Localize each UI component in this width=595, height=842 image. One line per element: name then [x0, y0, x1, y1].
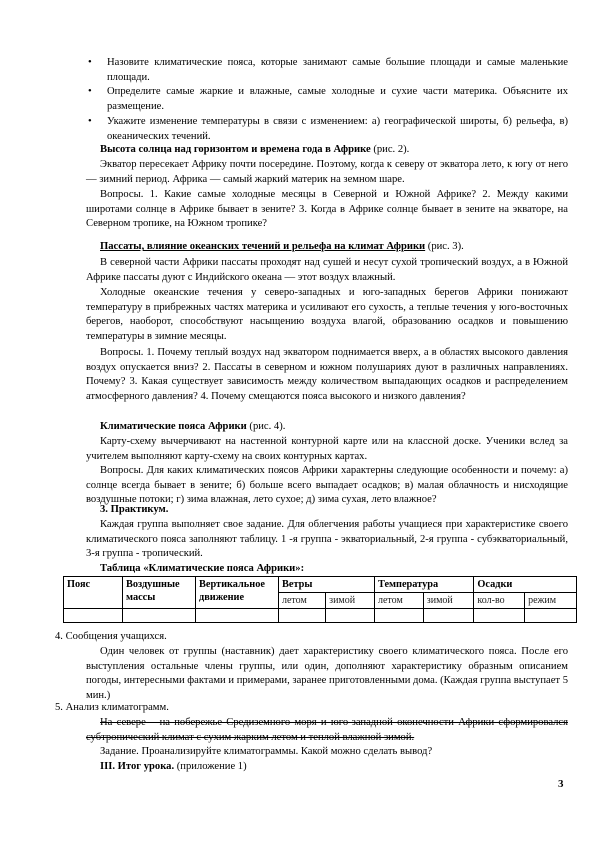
- table-subheader-cell: режим: [525, 593, 577, 609]
- paragraph-student-reports: Один человек от группы (наставник) дает характеристику своего климатического пояса. После его выступления остальные члены группы, или один, дополняют характеристику образным описанием погоды, интересными фактами и примерами, заранее приготовленными дома. (Каждая группа выступает 5 мин.): [86, 646, 568, 701]
- bullet-item: Укажите изменение температуры в связи с изменением: а) географической широты, б) рельефа, в) океанических течений.: [107, 116, 568, 142]
- table-cell: [474, 609, 525, 623]
- paragraph-winds-2: Холодные океанские течения у северо-западных и юго-западных берегов Африки понижают температуру в прибрежных частях материка и усиливают его сухость, а теплые течения у юго-восточных берегов, наоборот, способствуют насыщению воздуха влагой, образованию осадков и повышению температуры в зимние месяцы.: [86, 287, 568, 342]
- table-header-cell: Ветры: [279, 577, 375, 593]
- paragraph-winds-1: В северной части Африки пассаты проходят над сушей и несут сухой тропический воздух, а в Южной Африке пассаты дуют с Индийского океана — этот воздух влажный.: [86, 257, 568, 283]
- bullet-marker: •: [88, 116, 92, 127]
- numbered-item-4: 4. Сообщения учащихся.: [55, 631, 167, 642]
- table-caption: Таблица «Климатические пояса Африки»:: [100, 563, 305, 574]
- numbered-item-5: 5. Анализ климатограмм.: [55, 702, 169, 713]
- bullet-item: Назовите климатические пояса, которые занимают самые большие площади и самые маленькие площади.: [107, 57, 568, 83]
- table-subheader-cell: зимой: [423, 593, 474, 609]
- paragraph-climatogram-task: Задание. Проанализируйте климатограммы. Какой можно сделать вывод?: [100, 746, 433, 757]
- paragraph-struck-text: На севере – на побережье Средиземного моря и юго-западной оконечности Африки сформировался субтропический климат с сухим жарким летом и теплой влажной зимой.: [86, 717, 568, 743]
- table-subheader-cell: кол-во: [474, 593, 525, 609]
- bullet-marker: •: [88, 57, 92, 68]
- paragraph-winds-questions: Вопросы. 1. Почему теплый воздух над экватором поднимается вверх, а в областях высокого давления воздух опускается вниз? 2. Пассаты в северном и южном полушариях дуют в различных направлениях. Почему? 3. Какая существует зависимость между количеством выпадающих осадков и распределением атмосферного давления? 4. Почему смещаются пояса высокого и низкого давления?: [86, 347, 568, 402]
- table-subheader-cell: зимой: [326, 593, 375, 609]
- paragraph-sun-questions: Вопросы. 1. Какие самые холодные месяцы в Северной и Южной Африке? 2. Между какими широтами солнце в Африке бывает в зените? 3. Когда в Африке солнце бывает в зените на экваторе, на Северном тропике, на Южном тропике?: [86, 189, 568, 229]
- section-heading-practicum: 3. Практикум.: [100, 504, 169, 515]
- section-heading-zones: Климатические пояса Африки (рис. 4).: [100, 421, 286, 432]
- table-cell: [64, 609, 123, 623]
- table-header-cell: Вертикальное движение: [196, 577, 279, 609]
- paragraph-zones-map: Карту-схему вычерчивают на настенной контурной карте или на классной доске. Ученики вслед за учителем выполняют карту-схему на своих контурных картах.: [86, 436, 568, 462]
- table-cell: [374, 609, 423, 623]
- table-cell: [326, 609, 375, 623]
- paragraph-practicum: Каждая группа выполняет свое задание. Для облегчения работы учащиеся при характеристике своего климатического пояса заполняют таблицу. 1 -я группа - экваториальный, 2-я группа - субэкваториальный, 3-я группа - тропический.: [86, 519, 568, 559]
- table-cell: [525, 609, 577, 623]
- climate-table: [63, 576, 577, 623]
- paragraph-zones-questions: Вопросы. Для каких климатических поясов Африки характерны следующие особенности и почему: а) солнце всегда бывает в зените; б) больше всего выпадает осадков; в) малая облачность и нисходящие воздушные потоки; г) зима влажная, лето сухое; д) зима сухая, лето влажное?: [86, 465, 568, 505]
- table-header-cell: Температура: [374, 577, 473, 593]
- table-subheader-cell: летом: [279, 593, 326, 609]
- table-header-cell: Пояс: [64, 577, 123, 609]
- bullet-marker: •: [88, 86, 92, 97]
- section-heading-winds: Пассаты, влияние океанских течений и рельефа на климат Африки (рис. 3).: [100, 241, 464, 252]
- table-header-cell: Осадки: [474, 577, 577, 593]
- section-heading-sun: Высота солнца над горизонтом и времена года в Африке (рис. 2).: [100, 144, 410, 155]
- table-empty-row: [64, 609, 577, 623]
- bullet-item: Определите самые жаркие и влажные, самые холодные и сухие части материка. Объясните их размещение.: [107, 86, 568, 112]
- table-subheader-cell: летом: [374, 593, 423, 609]
- table-cell: [196, 609, 279, 623]
- section-heading-summary: III. Итог урока. (приложение 1): [100, 761, 247, 772]
- page-number: 3: [558, 778, 564, 790]
- paragraph-sun-equator: Экватор пересекает Африку почти посередине. Поэтому, когда к северу от экватора лето, к югу от него — зимний период. Африка — самый жаркий материк на земном шаре.: [86, 159, 568, 185]
- table-header-row: [64, 577, 577, 593]
- table-cell: [123, 609, 196, 623]
- table-header-cell: Воздушные массы: [123, 577, 196, 609]
- table-cell: [279, 609, 326, 623]
- table-cell: [423, 609, 474, 623]
